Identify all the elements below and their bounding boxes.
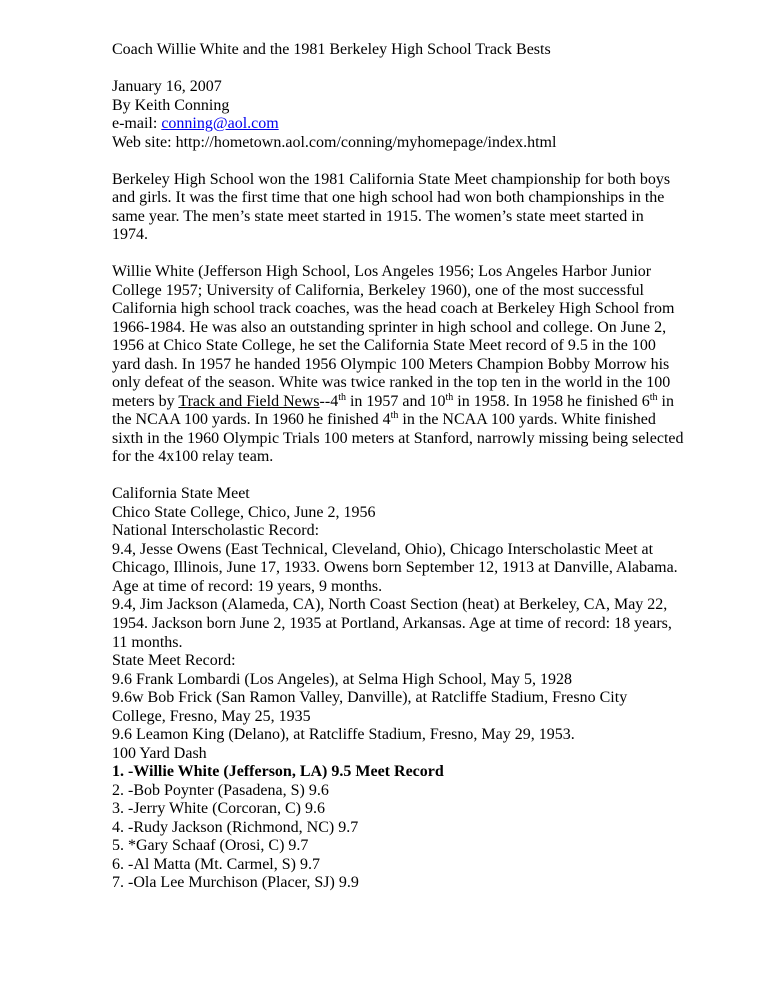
publication-title: Track and Field News <box>178 392 320 410</box>
records-section <box>112 485 732 763</box>
text-line: for the 4x100 relay team. <box>112 448 274 466</box>
text-line: 1966-1984. He was also an outstanding sprinter in high school and college. On June 2, <box>112 318 667 336</box>
text-line: Willie White (Jefferson High School, Los Angeles 1956; Los Angeles Harbor Junior <box>112 263 652 281</box>
text-line: College 1957; University of California, Berkeley 1960), one of the most successful <box>112 281 644 299</box>
text-segment: in the NCAA 100 yards. White finished <box>398 411 656 429</box>
text-segment: in 1957 and 10 <box>345 392 446 410</box>
text-segment: in <box>657 392 674 410</box>
results-list <box>112 763 732 893</box>
text-segment: --4 <box>319 392 339 410</box>
text-line: Berkeley High School won the 1981 California State Meet championship for both boys <box>112 170 671 188</box>
result-item <box>112 763 732 782</box>
result-item: 7. -Ola Lee Murchison (Placer, SJ) 9.9 <box>112 874 359 892</box>
spacer <box>112 152 732 171</box>
text-line: 9.6 Frank Lombardi (Los Angeles), at Selma High School, May 5, 1928 <box>112 670 572 688</box>
spacer <box>112 467 732 486</box>
document-title: Coach Willie White and the 1981 Berkeley High School Track Bests <box>112 41 551 58</box>
text-line: sixth in the 1960 Olympic Trials 100 meters at Stanford, narrowly missing being selected <box>112 429 684 447</box>
section-heading: California State Meet <box>112 485 250 503</box>
text-line: 11 months. <box>112 633 183 651</box>
text-line: Chicago, Illinois, June 17, 1933. Owens born September 12, 1913 at Danville, Alabama. <box>112 559 678 577</box>
text-line: 9.4, Jesse Owens (East Technical, Cleveland, Ohio), Chicago Interscholastic Meet at <box>112 540 654 558</box>
ordinal-suffix: th <box>390 410 399 422</box>
winning-result: 1. -Willie White (Jefferson, LA) 9.5 Meet Record <box>112 763 444 781</box>
website: Web site: http://hometown.aol.com/conning/myhomepage/index.html <box>112 133 557 151</box>
text-line: College, Fresno, May 25, 1935 <box>112 707 311 725</box>
ordinal-suffix: th <box>338 391 346 403</box>
text-line <box>112 393 732 412</box>
text-line: 1956 at Chico State College, he set the California State Meet record of 9.5 in the 100 <box>112 337 656 355</box>
text-line: 9.6 Leamon King (Delano), at Ratcliffe Stadium, Fresno, May 29, 1953. <box>112 726 575 744</box>
text-segment: in 1958. In 1958 he finished 6 <box>453 392 650 410</box>
result-item: 2. -Bob Poynter (Pasadena, S) 9.6 <box>112 781 329 799</box>
email-label: e-mail: <box>112 115 162 133</box>
result-item: 4. -Rudy Jackson (Richmond, NC) 9.7 <box>112 818 359 836</box>
text-line: California high school track coaches, was the head coach at Berkeley High School from <box>112 300 675 318</box>
text-line: 1974. <box>112 226 148 244</box>
spacer <box>112 245 732 264</box>
text-line: Age at time of record: 19 years, 9 months. <box>112 577 383 595</box>
text-line: same year. The men’s state meet started in 1915. The women’s state meet started in <box>112 207 644 225</box>
ordinal-suffix: th <box>649 391 658 403</box>
bio-paragraph <box>112 263 732 467</box>
text-line: 9.4, Jim Jackson (Alameda, CA), North Coast Section (heat) at Berkeley, CA, May 22, <box>112 596 668 614</box>
result-item: 6. -Al Matta (Mt. Carmel, S) 9.7 <box>112 855 320 873</box>
result-item: 3. -Jerry White (Corcoran, C) 9.6 <box>112 800 325 818</box>
text-line: yard dash. In 1957 he handed 1956 Olympic 100 Meters Champion Bobby Morrow his <box>112 355 670 373</box>
text-line: State Meet Record: <box>112 652 236 670</box>
text-segment: meters by <box>112 392 179 410</box>
date: January 16, 2007 <box>112 78 222 96</box>
text-line <box>112 411 732 430</box>
text-line: Chico State College, Chico, June 2, 1956 <box>112 503 376 521</box>
text-line: 1954. Jackson born June 2, 1935 at Portland, Arkansas. Age at time of record: 18 years, <box>112 614 672 632</box>
email-link[interactable]: conning@aol.com <box>161 115 279 133</box>
document-page <box>112 41 732 893</box>
spacer <box>112 60 732 79</box>
text-line: and girls. It was the first time that one high school had won both championships in the <box>112 189 665 207</box>
result-item: 5. *Gary Schaaf (Orosi, C) 9.7 <box>112 837 309 855</box>
event-heading: 100 Yard Dash <box>112 744 207 762</box>
text-line: 9.6w Bob Frick (San Ramon Valley, Danville), at Ratcliffe Stadium, Fresno City <box>112 689 628 707</box>
ordinal-suffix: th <box>445 391 454 403</box>
email-line <box>112 115 732 134</box>
text-line: only defeat of the season. White was twice ranked in the top ten in the world in the 100 <box>112 374 671 392</box>
byline: By Keith Conning <box>112 96 230 114</box>
intro-paragraph <box>112 171 732 245</box>
text-line: National Interscholastic Record: <box>112 522 320 540</box>
text-segment: the NCAA 100 yards. In 1960 he finished 4 <box>112 411 391 429</box>
